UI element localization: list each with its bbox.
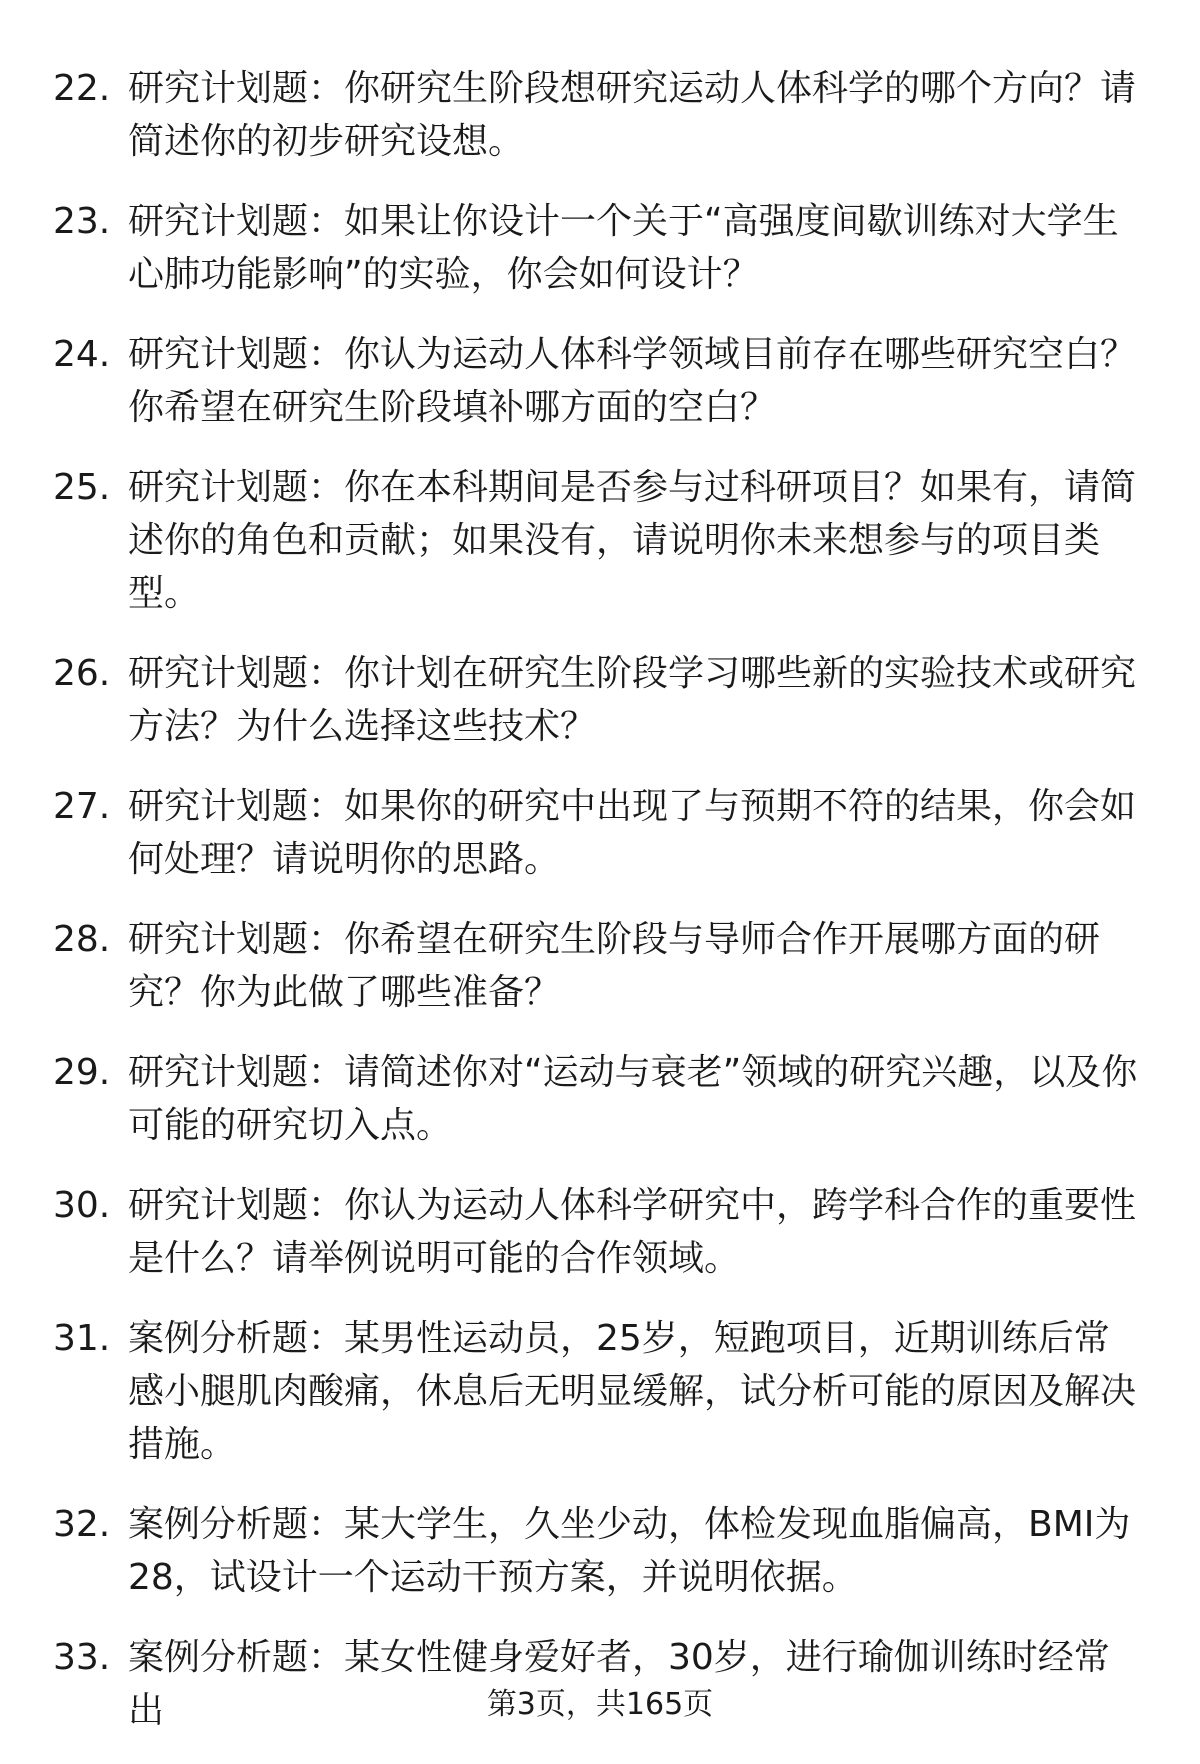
question-number: 31.	[53, 1318, 111, 1359]
question-item	[0, 1498, 1200, 1604]
question-text: 研究计划题：你希望在研究生阶段与导师合作开展哪方面的研究？你为此做了哪些准备？	[128, 919, 1101, 1013]
question-number: 33.	[53, 1637, 111, 1678]
page-footer: 第3页，共165页	[486, 1687, 714, 1722]
question-item	[0, 780, 1200, 886]
question-text: 案例分析题：某女性健身爱好者，30岁，进行瑜伽训练时经常出	[128, 1637, 1110, 1731]
question-number: 26.	[53, 653, 111, 694]
question-number: 27.	[53, 786, 111, 827]
question-item	[0, 1179, 1200, 1285]
question-item	[0, 647, 1200, 753]
question-text: 案例分析题：某男性运动员，25岁，短跑项目，近期训练后常感小腿肌肉酸痛，休息后无明显缓解，试分析可能的原因及解决措施。	[128, 1318, 1137, 1465]
question-item	[0, 195, 1200, 301]
question-number: 22.	[53, 68, 111, 109]
question-item	[0, 328, 1200, 434]
question-item	[0, 62, 1200, 168]
question-text: 研究计划题：你认为运动人体科学领域目前存在哪些研究空白？你希望在研究生阶段填补哪方面的空白？	[128, 334, 1137, 428]
question-number: 25.	[53, 467, 111, 508]
question-text: 研究计划题：如果让你设计一个关于“高强度间歇训练对大学生心肺功能影响”的实验，你会如何设计？	[128, 201, 1119, 295]
question-number: 30.	[53, 1185, 111, 1226]
question-number: 23.	[53, 201, 111, 242]
question-item	[0, 913, 1200, 1019]
question-text: 研究计划题：你计划在研究生阶段学习哪些新的实验技术或研究方法？为什么选择这些技术？	[128, 653, 1137, 747]
question-text: 案例分析题：某大学生，久坐少动，体检发现血脂偏高，BMI为28，试设计一个运动干预方案，并说明依据。	[128, 1504, 1131, 1598]
question-number: 24.	[53, 334, 111, 375]
question-text: 研究计划题：你认为运动人体科学研究中，跨学科合作的重要性是什么？请举例说明可能的合作领域。	[128, 1185, 1137, 1279]
question-item	[0, 461, 1200, 620]
question-text: 研究计划题：你研究生阶段想研究运动人体科学的哪个方向？请简述你的初步研究设想。	[128, 68, 1137, 162]
question-number: 29.	[53, 1052, 111, 1093]
question-number: 28.	[53, 919, 111, 960]
question-list	[0, 62, 1200, 1764]
question-item	[0, 1046, 1200, 1152]
question-text: 研究计划题：你在本科期间是否参与过科研项目？如果有，请简述你的角色和贡献；如果没有，请说明你未来想参与的项目类型。	[128, 467, 1137, 614]
question-item	[0, 1312, 1200, 1471]
question-text: 研究计划题：如果你的研究中出现了与预期不符的结果，你会如何处理？请说明你的思路。	[128, 786, 1137, 880]
question-number: 32.	[53, 1504, 111, 1545]
question-text: 研究计划题：请简述你对“运动与衰老”领域的研究兴趣，以及你可能的研究切入点。	[128, 1052, 1138, 1146]
